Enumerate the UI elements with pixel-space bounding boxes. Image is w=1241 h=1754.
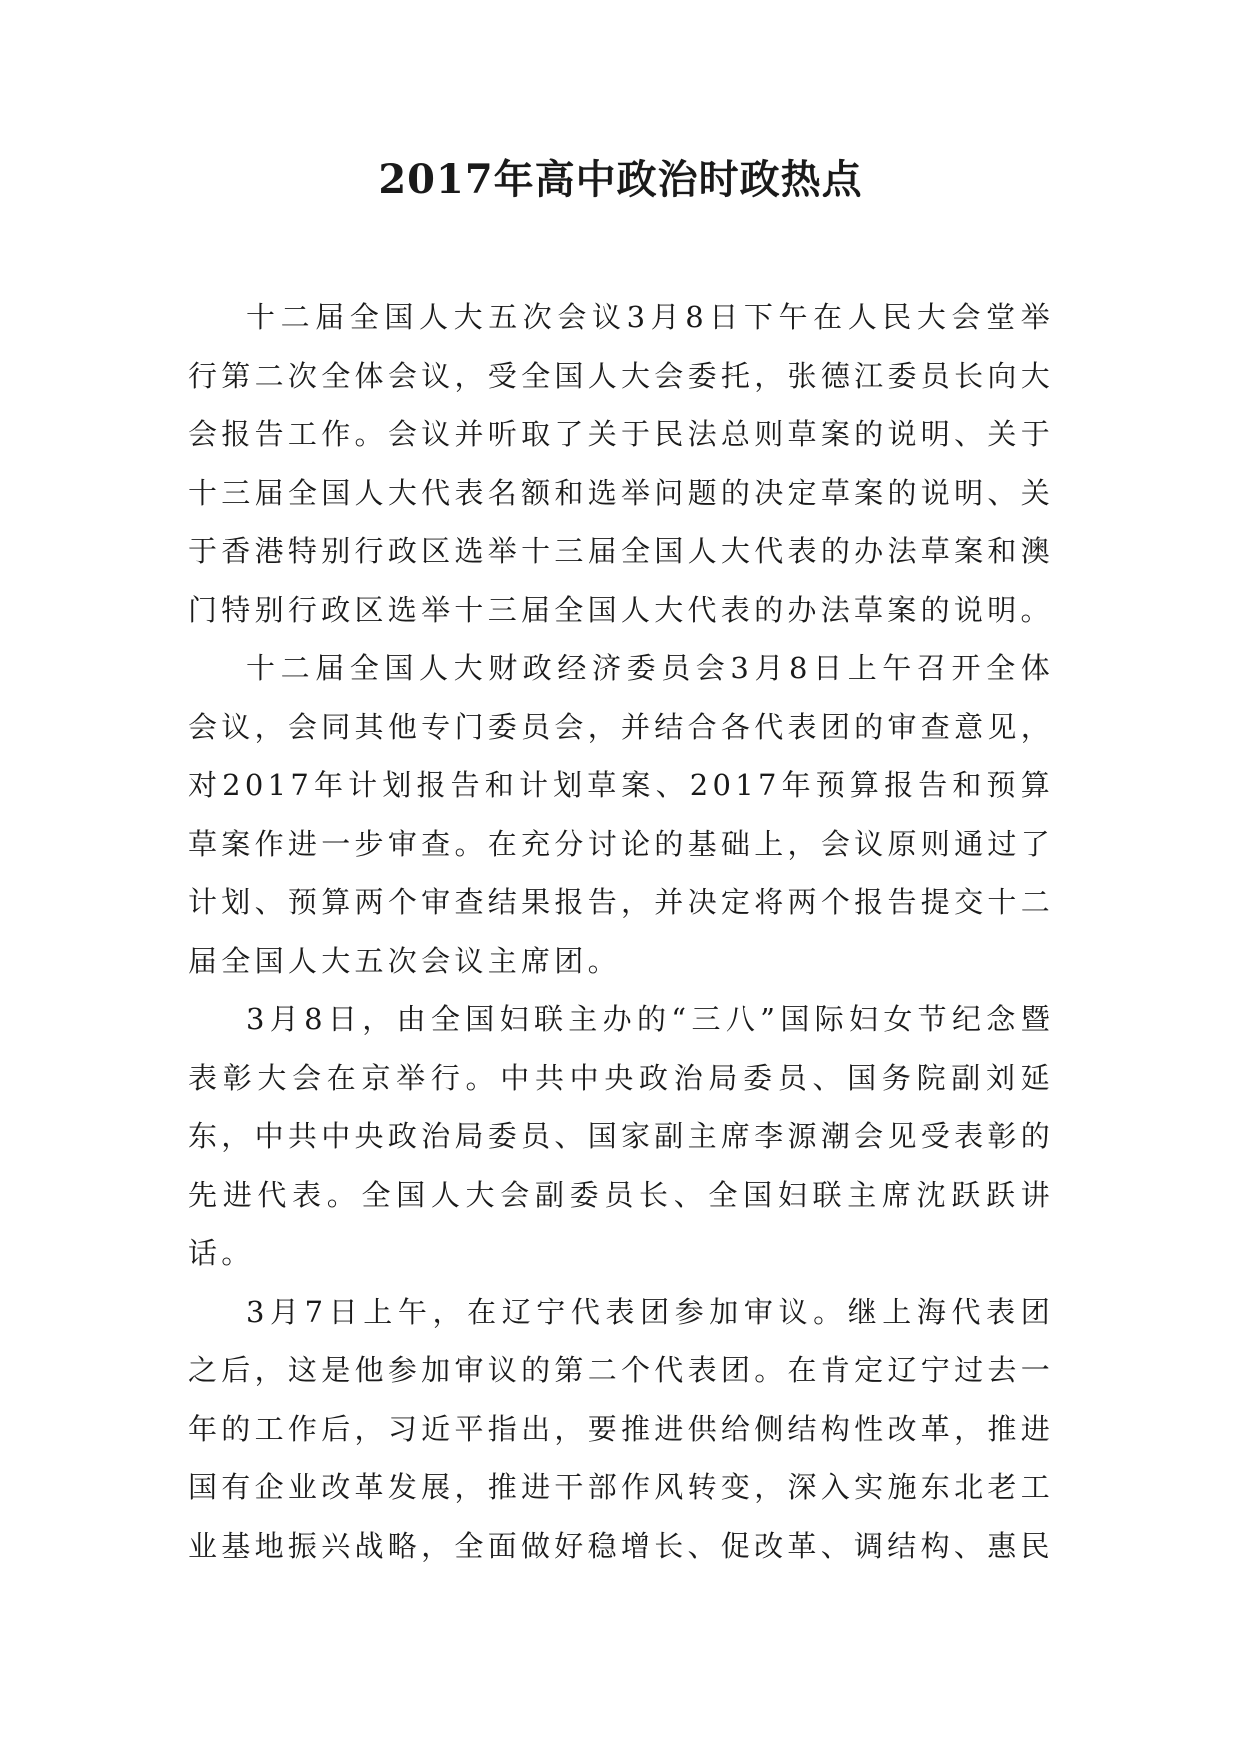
paragraph: 3月7日上午，在辽宁代表团参加审议。继上海代表团之后，这是他参加审议的第二个代表团。在肯定辽宁过去一年的工作后，习近平指出，要推进供给侧结构性改革，推进国有企业改革发展，推进干部作风转变，深入实施东北老工业基地振兴战略，全面做好稳增长、促改革、调结构、惠民 — [188, 1294, 1054, 1563]
paragraph: 十二届全国人大财政经济委员会3月8日上午召开全体会议，会同其他专门委员会，并结合各代表团的审查意见，对2017年计划报告和计划草案、2017年预算报告和预算草案作进一步审查。在充分讨论的基础上，会议原则通过了计划、预算两个审查结果报告，并决定将两个报告提交十二届全国人大五次会议主席团。 — [188, 651, 1054, 978]
document-body — [188, 288, 1054, 1575]
paragraph: 十二届全国人大五次会议3月8日下午在人民大会堂举行第二次全体会议，受全国人大会委托，张德江委员长向大会报告工作。会议并听取了关于民法总则草案的说明、关于十三届全国人大代表名额和选举问题的决定草案的说明、关于香港特别行政区选举十三届全国人大代表的办法草案和澳门特别行政区选举十三届全国人大代表的办法草案的说明。 — [188, 300, 1054, 627]
paragraph: 3月8日，由全国妇联主办的“三八”国际妇女节纪念暨表彰大会在京举行。中共中央政治局委员、国务院副刘延东，中共中央政治局委员、国家副主席李源潮会见受表彰的先进代表。全国人大会副委员长、全国妇联主席沈跃跃讲话。 — [188, 1002, 1054, 1270]
document-title: 2017年高中政治时政热点 — [378, 156, 863, 203]
